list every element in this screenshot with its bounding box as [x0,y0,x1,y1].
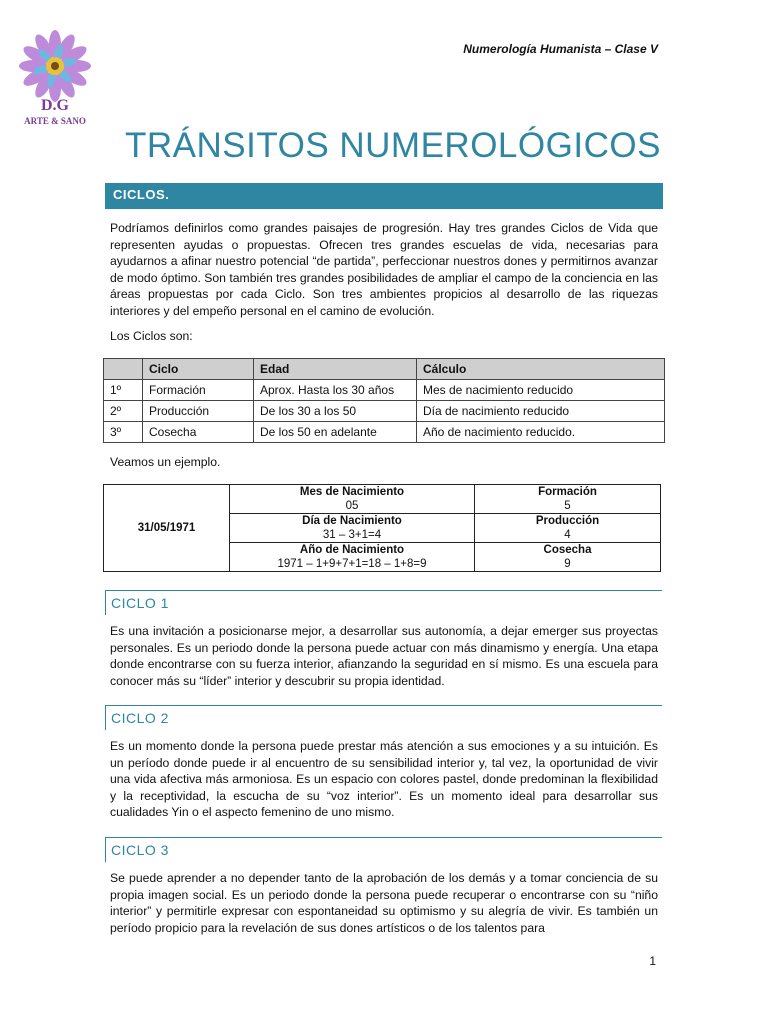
table-cell: 1º [104,380,143,401]
svg-text:ARTE & SANO: ARTE & SANO [24,116,86,126]
example-label: Día de Nacimiento [302,515,402,527]
page-title: TRÁNSITOS NUMEROLÓGICOS [125,126,661,165]
example-value: 9 [564,558,571,570]
section-title-ciclos: CICLOS. [113,187,170,202]
section-title: CICLO 3 [111,842,169,858]
example-cycle: Formación [538,486,597,498]
table-cell: 3º [104,422,143,443]
section-heading-ciclo-3 [105,837,662,862]
section-heading-ciclo-2 [105,705,662,730]
intro-paragraph: Podríamos definirlos como grandes paisajes de progresión. Hay tres grandes Ciclos de Vida que representen ayudas o propuestas. Ofrecen tres grandes escuelas de vida, necesarias para ayudarnos a afinar nuestro potencial “de partida”, perfeccionar nuestros dones y permitirnos avanzar de modo óptimo. Son también tres grandes posibilidades de ampliar el campo de la conciencia en las áreas propuestas por cada Ciclo. Son tres ambientes propicios al desarrollo de las riquezas interiores y del empeño personal en el camino de evolución. [110,221,658,318]
example-cell-label-calc [230,514,475,543]
table-cell: Aprox. Hasta los 30 años [254,380,417,401]
example-calc: 31 – 3+1=4 [322,529,382,541]
table-header-cell [104,359,143,380]
example-table [103,484,661,572]
example-cell-label-calc [230,543,475,572]
table-header-row [104,359,665,380]
table-row [104,401,665,422]
table-cell: De los 30 a los 50 [254,401,417,422]
logo [12,28,98,128]
section-bar-ciclos [105,183,663,209]
page-number: 1 [649,954,656,968]
table-header-cell: Edad [254,359,417,380]
example-cell-cycle-value [475,543,661,572]
example-value: 5 [564,500,571,512]
table-cell: Día de nacimiento reducido [417,401,665,422]
cycles-intro: Los Ciclos son: [110,329,193,343]
table-cell: Formación [143,380,254,401]
example-calc: 1971 – 1+9+7+1=18 – 1+8=9 [277,558,427,570]
section-title: CICLO 1 [111,595,169,611]
example-cell-cycle-value [475,514,661,543]
table-header-cell: Ciclo [143,359,254,380]
table-cell: Producción [143,401,254,422]
example-cell-cycle-value [475,485,661,514]
example-date: 31/05/1971 [104,485,230,572]
table-cell: De los 50 en adelante [254,422,417,443]
table-row [104,485,661,514]
example-cycle: Producción [535,515,600,527]
section-heading-ciclo-1 [105,590,662,615]
ciclo-1-paragraph: Es una invitación a posicionarse mejor, a desarrollar sus autonomía, a dejar emerger sus proyectas personales. Es un periodo donde la persona puede actuar con más dinamismo y energía. Una etapa donde encontrarse con su fuerza interior, afianzando la seguridad en sí mismo. Es una escuela para conocer más su “líder” interior y descubrir su propia identidad. [110,624,658,688]
table-header-cell: Cálculo [417,359,665,380]
document-header-title: Numerología Humanista – Clase V [463,42,658,56]
table-row [104,380,665,401]
ciclo-2-paragraph: Es un momento donde la persona puede prestar más atención a sus emociones y a su intuición. Es un período donde puede ir al encuentro de su sensibilidad interior y, tal vez, la oportunidad de vivir una vida afectiva más armoniosa. Es un espacio con colores pastel, donde predominan la flexibilidad y la receptividad, la escucha de su “voz interior”. Es un momento ideal para desarrollar sus cualidades Yin o el aspecto femenino de uno mismo. [110,739,658,820]
example-label: Mes de Nacimiento [299,486,405,498]
example-label: Año de Nacimiento [299,544,405,556]
flower-logo-icon [12,28,98,128]
table-cell: Cosecha [143,422,254,443]
example-cell-label-calc [230,485,475,514]
example-value: 4 [564,529,571,541]
example-cycle: Cosecha [543,544,592,556]
table-row [104,422,665,443]
example-calc: 05 [345,500,359,512]
svg-text:D.G: D.G [41,97,69,114]
section-title: CICLO 2 [111,710,169,726]
table-cell: Año de nacimiento reducido. [417,422,665,443]
example-intro: Veamos un ejemplo. [110,455,221,469]
cycles-table [103,358,665,443]
table-cell: Mes de nacimiento reducido [417,380,665,401]
ciclo-3-paragraph: Se puede aprender a no depender tanto de la aprobación de los demás y a tomar conciencia de su propia imagen social. Es un periodo donde la persona puede recuperar o encontrarse con su “niño interior” y permitirle expresar con espontaneidad su optimismo y su alegría de vivir. Es también un período propicio para la revelación de sus dones artísticos o de los talentos para [110,871,658,935]
table-cell: 2º [104,401,143,422]
